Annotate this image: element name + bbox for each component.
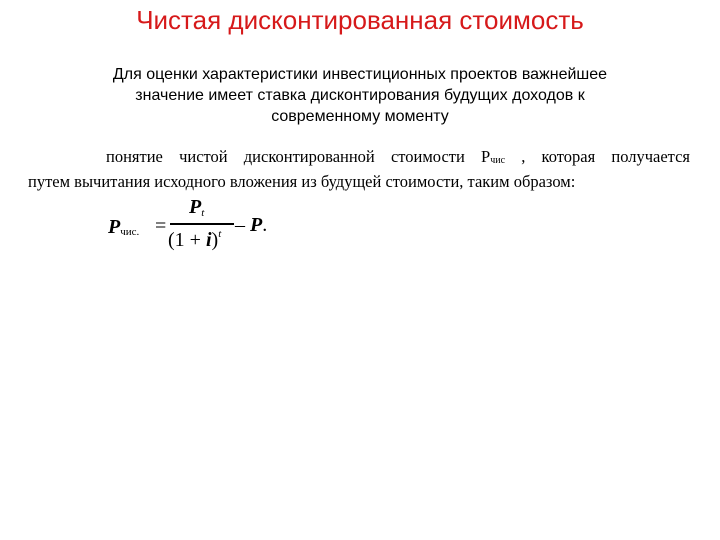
- formula-lhs-symbol: P: [108, 216, 121, 238]
- npv-symbol-subscript: чис: [490, 155, 506, 166]
- body-line-1: [28, 146, 690, 171]
- formula-numerator-subscript: t: [201, 207, 205, 219]
- formula-rhs-symbol: P: [250, 214, 263, 236]
- body-word: понятие: [106, 147, 163, 166]
- formula-minus: –: [235, 214, 250, 236]
- formula-equals: =: [155, 215, 167, 237]
- body-word: получается: [611, 147, 690, 166]
- npv-symbol-letter: Р: [481, 147, 491, 166]
- slide-title: Чистая дисконтированная стоимость: [136, 5, 584, 35]
- intro-line: современному моменту: [271, 108, 449, 125]
- body-word: дисконтированной: [243, 147, 375, 166]
- intro-line: значение имеет ставка дисконтирования будущих доходов к: [135, 87, 585, 104]
- denominator-open: (1 +: [168, 229, 206, 251]
- fraction-bar: [170, 223, 234, 225]
- denominator-rate: i: [205, 229, 212, 251]
- body-word: которая: [541, 147, 596, 166]
- body-word: стоимости: [390, 147, 465, 166]
- npv-formula: [108, 196, 308, 266]
- formula-lhs: [108, 216, 139, 239]
- body-word: ,: [521, 147, 526, 166]
- npv-symbol: [481, 146, 505, 171]
- formula-numerator-symbol: P: [189, 196, 202, 218]
- formula-lhs-subscript: чис.: [120, 226, 140, 238]
- formula-denominator: [168, 228, 221, 252]
- denominator-close: ): [211, 229, 219, 251]
- denominator-exponent: t: [218, 228, 222, 240]
- body-line-2: путем вычитания исходного вложения из будущей стоимости, таким образом:: [28, 172, 576, 191]
- body-paragraph: [28, 146, 690, 192]
- intro-paragraph: [60, 64, 660, 127]
- formula-rhs-end: .: [262, 214, 268, 236]
- formula-minus-p: [235, 214, 267, 237]
- body-word: чистой: [179, 147, 228, 166]
- intro-line: Для оценки характеристики инвестиционных проектов важнейшее: [112, 66, 608, 83]
- formula-numerator: [189, 196, 204, 219]
